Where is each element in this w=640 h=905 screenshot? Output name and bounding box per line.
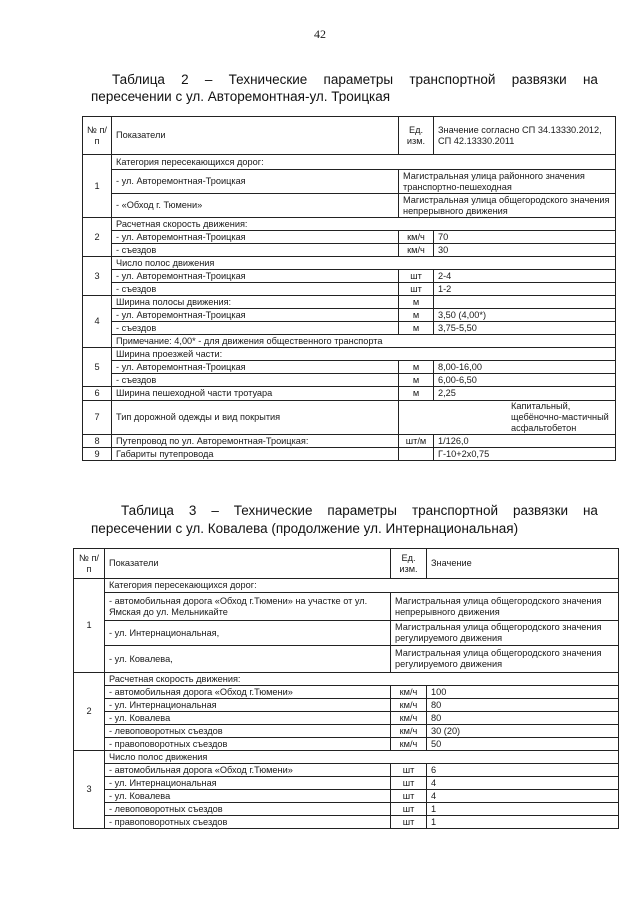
- row-unit: [399, 448, 434, 461]
- row-num: 3: [83, 257, 112, 296]
- row-label: - съездов: [112, 374, 399, 387]
- row-value: 1: [427, 816, 619, 829]
- row-value: 70: [434, 231, 616, 244]
- row-value: 3,75-5,50: [434, 322, 616, 335]
- caption-word: Таблица: [112, 72, 165, 87]
- caption-word: Технические: [228, 72, 308, 87]
- row-value: Магистральная улица общегородского значения непрерывного движения: [399, 194, 616, 218]
- header-indicator: Показатели: [105, 549, 391, 579]
- caption-word: Таблица: [121, 503, 174, 518]
- row-unit: шт: [391, 790, 427, 803]
- row-num: 8: [83, 435, 112, 448]
- caption-word: Технические: [233, 503, 313, 518]
- caption-word: транспортной: [409, 72, 496, 87]
- group-title: Ширина полосы движения:: [112, 296, 399, 309]
- row-label: - ул. Интернациональная,: [105, 621, 391, 646]
- group-title: Расчетная скорость движения:: [112, 218, 616, 231]
- row-unit: м: [399, 309, 434, 322]
- row-label: - съездов: [112, 322, 399, 335]
- row-label: Тип дорожной одежды и вид покрытия: [112, 401, 399, 435]
- row-label: - левоповоротных съездов: [105, 725, 391, 738]
- row-value: 2-4: [434, 270, 616, 283]
- row-value: 1/126,0: [434, 435, 616, 448]
- row-value: 3,50 (4,00*): [434, 309, 616, 322]
- header-value: Значение: [427, 549, 619, 579]
- header-unit: Ед. изм.: [391, 549, 427, 579]
- row-num: 1: [83, 155, 112, 218]
- row-value: 30 (20): [427, 725, 619, 738]
- table3-caption-line1: [121, 502, 598, 520]
- group-title: Категория пересекающихся дорог:: [112, 155, 616, 170]
- header-num: № п/п: [74, 549, 105, 579]
- table3: [73, 548, 619, 829]
- table2-caption-line2: пересечении с ул. Авторемонтная-ул. Троицкая: [91, 89, 391, 104]
- row-value: 1: [427, 803, 619, 816]
- row-unit: шт: [399, 283, 434, 296]
- row-num: 4: [83, 296, 112, 348]
- row-value: Магистральная улица общегородского значения регулируемого движения: [391, 646, 619, 673]
- row-label: - ул. Ковалева,: [105, 646, 391, 673]
- row-value: Капитальный, щебёночно-мастичный асфальтобетон: [399, 401, 616, 435]
- row-label: - автомобильная дорога «Обход г.Тюмени»: [105, 764, 391, 777]
- row-num: 2: [74, 673, 105, 751]
- row-unit: км/ч: [399, 244, 434, 257]
- header-unit: Ед. изм.: [399, 117, 434, 155]
- row-value: 8,00-16,00: [434, 361, 616, 374]
- row-unit: шт: [391, 764, 427, 777]
- row-label: - ул. Авторемонтная-Троицкая: [112, 231, 399, 244]
- row-unit: км/ч: [391, 725, 427, 738]
- row-unit: м: [399, 296, 434, 309]
- row-num: 1: [74, 579, 105, 673]
- caption-word: –: [211, 503, 219, 518]
- group-title: Ширина проезжей части:: [112, 348, 616, 361]
- header-value: Значение согласно СП 34.13330.2012, СП 42.13330.2011: [434, 117, 616, 155]
- row-num: 6: [83, 387, 112, 401]
- row-unit: шт: [399, 270, 434, 283]
- group-title: Число полос движения: [105, 751, 619, 764]
- row-value: Магистральная улица общегородского значения регулируемого движения: [391, 621, 619, 646]
- row-unit: м: [399, 387, 434, 401]
- group-title: Категория пересекающихся дорог:: [105, 579, 619, 593]
- caption-word: развязки: [511, 72, 567, 87]
- row-value: Магистральная улица общегородского значения непрерывного движения: [391, 593, 619, 621]
- table2-caption: [112, 71, 598, 89]
- row-label: - правоповоротных съездов: [105, 738, 391, 751]
- caption-word: на: [582, 503, 598, 518]
- row-label: - ул. Авторемонтная-Троицкая: [112, 170, 399, 194]
- row-value: 30: [434, 244, 616, 257]
- caption-word: параметры: [323, 72, 394, 87]
- row-label: - ул. Ковалева: [105, 790, 391, 803]
- caption-word: параметры: [327, 503, 397, 518]
- row-unit: шт: [391, 777, 427, 790]
- note: Примечание: 4,00* - для движения общественного транспорта: [112, 335, 616, 348]
- row-label: Ширина пешеходной части тротуара: [112, 387, 399, 401]
- row-value: [434, 296, 616, 309]
- row-unit: шт: [391, 816, 427, 829]
- table3-caption: [121, 502, 598, 520]
- row-unit: км/ч: [391, 712, 427, 725]
- row-label: - ул. Ковалева: [105, 712, 391, 725]
- caption-word: на: [582, 72, 598, 87]
- table2-caption-line1: [112, 71, 598, 89]
- row-unit: шт/м: [399, 435, 434, 448]
- row-unit: км/ч: [399, 231, 434, 244]
- row-value: 80: [427, 699, 619, 712]
- row-label: - ул. Авторемонтная-Троицкая: [112, 309, 399, 322]
- row-unit: шт: [391, 803, 427, 816]
- row-value: 6,00-6,50: [434, 374, 616, 387]
- row-num: 2: [83, 218, 112, 257]
- row-num: 5: [83, 348, 112, 387]
- row-label: - съездов: [112, 283, 399, 296]
- row-value: 50: [427, 738, 619, 751]
- row-value: 4: [427, 790, 619, 803]
- row-label: - ул. Авторемонтная-Троицкая: [112, 361, 399, 374]
- header-num: № п/п: [83, 117, 112, 155]
- caption-word: развязки: [513, 503, 569, 518]
- row-label: - «Обход г. Тюмени»: [112, 194, 399, 218]
- row-label: Габариты путепровода: [112, 448, 399, 461]
- row-label: - автомобильная дорога «Обход г.Тюмени»: [105, 686, 391, 699]
- row-unit: м: [399, 374, 434, 387]
- row-label: - правоповоротных съездов: [105, 816, 391, 829]
- row-value: 2,25: [434, 387, 616, 401]
- row-value: Г-10+2х0,75: [434, 448, 616, 461]
- row-label: - ул. Авторемонтная-Троицкая: [112, 270, 399, 283]
- row-unit: км/ч: [391, 699, 427, 712]
- row-value: 100: [427, 686, 619, 699]
- row-num: 7: [83, 401, 112, 435]
- row-label: Путепровод по ул. Авторемонтная-Троицкая:: [112, 435, 399, 448]
- row-num: 9: [83, 448, 112, 461]
- row-unit: км/ч: [391, 738, 427, 751]
- row-label: - ул. Интернациональная: [105, 699, 391, 712]
- table2: [82, 116, 616, 461]
- row-label: - автомобильная дорога «Обход г.Тюмени» на участке от ул. Ямская до ул. Мельникайте: [105, 593, 391, 621]
- row-label: - съездов: [112, 244, 399, 257]
- row-value: 4: [427, 777, 619, 790]
- page-number: 42: [314, 27, 326, 41]
- row-label: - левоповоротных съездов: [105, 803, 391, 816]
- group-title: Число полос движения: [112, 257, 616, 270]
- row-value: 80: [427, 712, 619, 725]
- row-value: Магистральная улица районного значения транспортно-пешеходная: [399, 170, 616, 194]
- group-title: Расчетная скорость движения:: [105, 673, 619, 686]
- row-label: - ул. Интернациональная: [105, 777, 391, 790]
- caption-word: 3: [188, 503, 197, 518]
- row-num: 3: [74, 751, 105, 829]
- caption-word: транспортной: [411, 503, 499, 518]
- row-unit: км/ч: [391, 686, 427, 699]
- caption-word: –: [204, 72, 213, 87]
- row-value: 1-2: [434, 283, 616, 296]
- caption-word: 2: [181, 72, 189, 87]
- table3-caption-line2: пересечении с ул. Ковалева (продолжение ул. Интернациональная): [91, 521, 519, 536]
- row-unit: м: [399, 361, 434, 374]
- header-indicator: Показатели: [112, 117, 399, 155]
- row-unit: м: [399, 322, 434, 335]
- row-value: 6: [427, 764, 619, 777]
